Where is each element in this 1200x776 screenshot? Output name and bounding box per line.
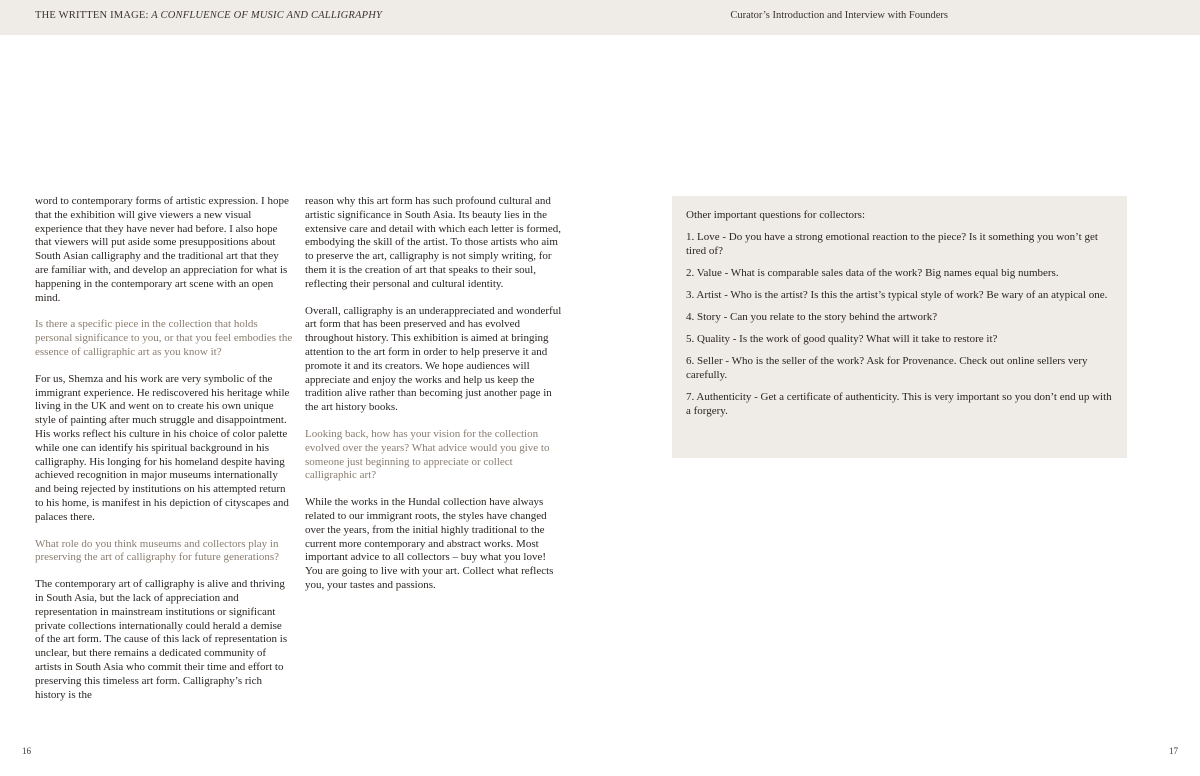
collector-questions-list: [686, 230, 1113, 418]
paragraph: Overall, calligraphy is an underappreciated and wonderful art form that has been preserved and has evolved throughout history. This exhibition is aimed at bringing attention to the art form in order to help preserve it and promote it and its creators. We hope audiences will appreciate and enjoy the works and help us keep the tradition alive rather than becoming just another page in the art history books.: [305, 304, 562, 414]
list-item: 6. Seller - Who is the seller of the work? Ask for Provenance. Check out online sellers very carefully.: [686, 355, 1088, 381]
book-title-main: THE WRITTEN IMAGE:: [35, 10, 149, 21]
list-item: 1. Love - Do you have a strong emotional reaction to the piece? Is it something you won’t get tired of?: [686, 231, 1098, 257]
paragraph: While the works in the Hundal collection have always related to our immigrant roots, the styles have changed over the years, from the initial highly traditional to the current more contemporary and abstract works. Most important advice to all collectors – buy what you love! You are going to live with your art. Collect what reflects you, your tastes and passions.: [305, 496, 554, 591]
running-header: [0, 0, 1200, 35]
book-title-subtitle: A CONFLUENCE OF MUSIC AND CALLIGRAPHY: [148, 10, 383, 21]
list-item: 3. Artist - Who is the artist? Is this the artist’s typical style of work? Be wary of an atypical one.: [686, 289, 1108, 301]
interview-question: Is there a specific piece in the collection that holds personal significance to you, or that you feel embodies the essence of calligraphic art as you know it?: [35, 318, 293, 358]
book-title: [35, 10, 382, 21]
page-number-right: 17: [1169, 746, 1178, 756]
collector-questions-panel: [672, 196, 1127, 458]
text-column-left: [35, 195, 293, 715]
paragraph: word to contemporary forms of artistic expression. I hope that the exhibition will give viewers a new visual experience that they have never had before. I also hope that viewers will put aside some presuppositions about South Asian calligraphy and the traditional art that they are familiar with, and develop an appreciation for what is happening in the contemporary art scene with an open mind.: [35, 195, 289, 304]
interview-question: What role do you think museums and collectors play in preserving the art of calligraphy for future generations?: [35, 537, 280, 564]
paragraph: The contemporary art of calligraphy is alive and thriving in South Asia, but the lack of appreciation and representation in mainstream institutions or significant private collections internationally could herald a demise of the art form. The cause of this lack of representation is unclear, but there remains a dedicated community of artists in South Asia who commit their time and effort to preserving this timeless art form. Calligraphy’s rich history is the: [35, 578, 288, 701]
paragraph: For us, Shemza and his work are very symbolic of the immigrant experience. He rediscovered his heritage while living in the UK and went on to create his own unique style of painting after much struggle and disappointment. His works reflect his culture in his choice of color palette while one can identify his spiritual background in his calligraphy. His longing for his homeland despite having achieved recognition in major museums internationally and being rejected by institutions on his attempted return to his home, is manifest in his depiction of cityscapes and palaces there.: [35, 372, 290, 523]
interview-question: Looking back, how has your vision for the collection evolved over the years? What advice would you give to someone just beginning to appreciate or collect calligraphic art?: [305, 427, 550, 482]
page-number-left: 16: [22, 746, 31, 756]
list-item: 4. Story - Can you relate to the story behind the artwork?: [686, 311, 938, 323]
panel-intro: Other important questions for collectors:: [686, 209, 866, 221]
list-item: 7. Authenticity - Get a certificate of authenticity. This is very important so you don’t end up with a forgery.: [686, 391, 1112, 417]
list-item: 2. Value - What is comparable sales data of the work? Big names equal big numbers.: [686, 267, 1059, 279]
chapter-title: Curator’s Introduction and Interview with Founders: [730, 10, 948, 21]
text-column-middle: [305, 195, 563, 606]
list-item: 5. Quality - Is the work of good quality? What will it take to restore it?: [686, 333, 998, 345]
paragraph: reason why this art form has such profound cultural and artistic significance in South Asia. Its beauty lies in the extensive care and detail with which each letter is formed, embodying the skill of the artist. To those artists who aim to preserve the art, calligraphy is not simply writing, for them it is the creation of art that speaks to their soul, reflecting their personal and cultural identity.: [305, 195, 561, 290]
